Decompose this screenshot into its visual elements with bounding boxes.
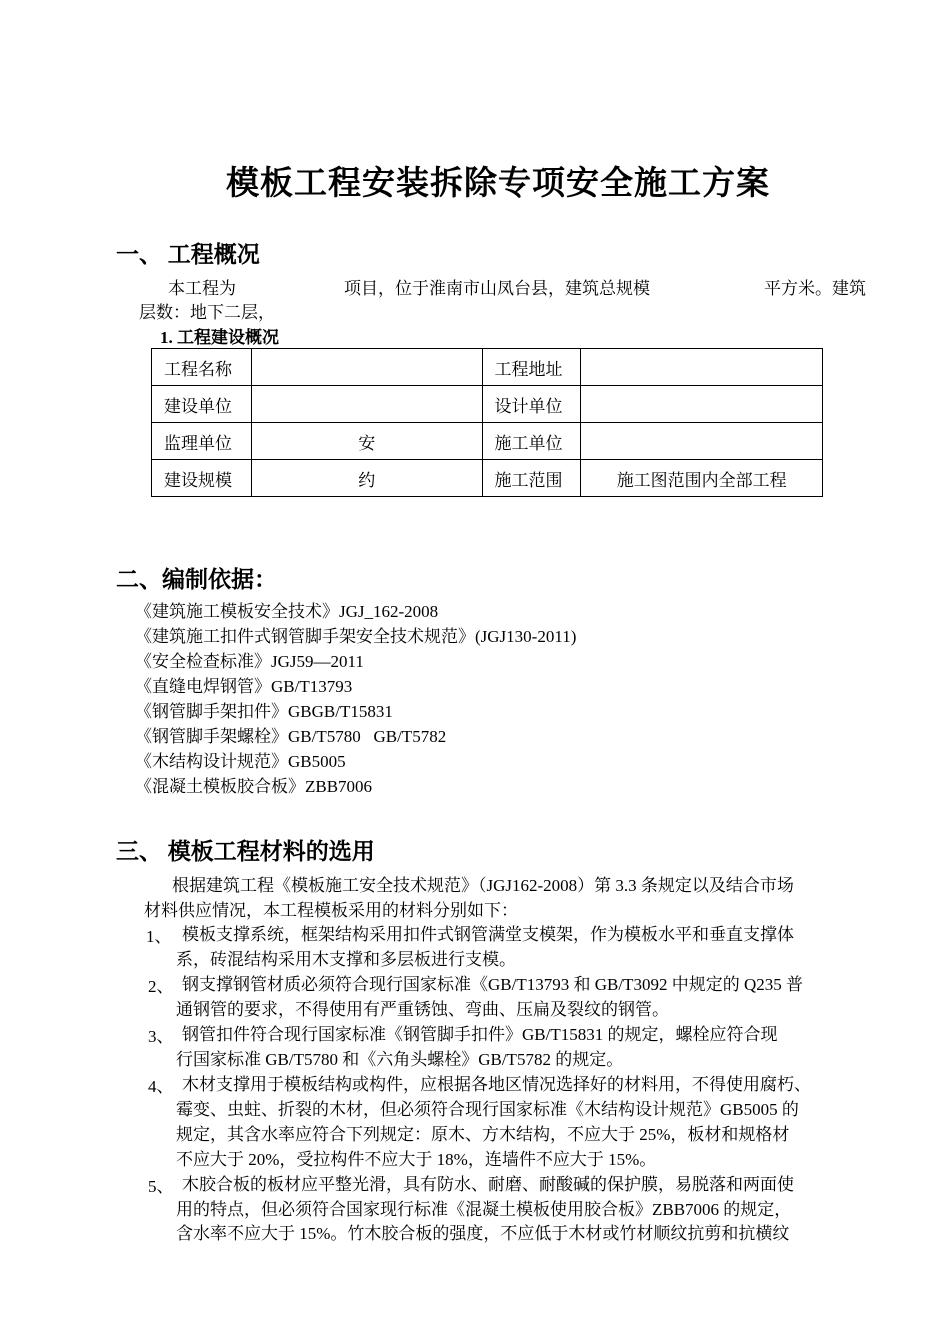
section1-heading: 一、 工程概况 [116,242,260,267]
table-row [152,386,823,423]
section1-para-b: 项目，位于淮南市山凤台县，建筑总规模 [344,279,650,298]
section1-para-line2: 层数：地下二层， [139,303,275,322]
table-cell: 工程地址 [482,349,581,386]
table-row [152,460,823,497]
section1-para-c: 平方米。建筑 [764,279,866,298]
reference-item: 《钢管脚手架扣件》GBGB/T15831 [135,702,393,721]
section3-intro-line1: 根据建筑工程《模板施工安全技术规范》（JGJ162-2008）第 3.3 条规定以及结合市场 [172,876,794,895]
table-row [152,349,823,386]
table-cell: 施工图范围内全部工程 [581,460,823,497]
table-cell [581,349,823,386]
list-item-line: 木材支撑用于模板结构或构件，应根据各地区情况选择好的材料用，不得使用腐朽、 [182,1075,811,1094]
section3-heading: 三、 模板工程材料的选用 [116,839,375,864]
table-cell: 约 [251,460,482,497]
table-cell: 工程名称 [152,349,252,386]
list-item-line: 木胶合板的板材应平整光滑，具有防水、耐磨、耐酸碱的保护膜，易脱落和两面使 [182,1175,794,1194]
list-item-number: 2、 [148,977,174,996]
table-cell [581,386,823,423]
list-item-line: 用的特点，但必须符合国家现行标准《混凝土模板使用胶合板》ZBB7006 的规定， [176,1200,792,1219]
table-cell: 监理单位 [152,423,252,460]
list-item-line: 模板支撑系统，框架结构采用扣件式钢管满堂支模架，作为模板水平和垂直支撑体 [182,925,794,944]
list-item-line: 规定，其含水率应符合下列规定：原木、方木结构，不应大于 25%，板材和规格材 [176,1125,790,1144]
table-row [152,423,823,460]
table-cell: 建设规模 [152,460,252,497]
list-item-line: 不应大于 20%，受拉构件不应大于 18%，连墙件不应大于 15%。 [176,1150,657,1169]
reference-item: 《建筑施工模板安全技术》JGJ_162-2008 [135,602,439,621]
table-cell: 建设单位 [152,386,252,423]
section2-heading: 二、编制依据： [116,567,277,592]
list-item-line: 钢管扣件符合现行国家标准《钢管脚手扣件》GB/T15831 的规定，螺栓应符合现 [182,1025,778,1044]
table-cell [251,349,482,386]
project-overview-table [151,348,823,497]
list-item-number: 1、 [146,927,172,946]
list-item-line: 通钢管的要求，不得使用有严重锈蚀、弯曲、压扁及裂纹的钢管。 [176,1000,669,1019]
list-item-line: 钢支撑钢管材质必须符合现行国家标准《GB/T13793 和 GB/T3092 中规定的 Q235 普 [182,975,803,994]
list-item-line: 霉变、虫蛀、折裂的木材，但必须符合现行国家标准《木结构设计规范》GB5005 的 [176,1100,799,1119]
section1-subheading: 1. 工程建设概况 [160,328,279,347]
list-item-line: 含水率不应大于 15%。竹木胶合板的强度，不应低于木材或竹材顺纹抗剪和抗横纹 [176,1224,790,1243]
table-cell: 安 [251,423,482,460]
reference-item: 《安全检查标准》JGJ59—2011 [135,652,364,671]
reference-item: 《建筑施工扣件式钢管脚手架安全技术规范》(JGJ130-2011) [135,627,577,646]
section3-intro-line2: 材料供应情况，本工程模板采用的材料分别如下： [144,901,518,920]
reference-item: 《直缝电焊钢管》GB/T13793 [135,677,353,696]
page-title: 模板工程安装拆除专项安全施工方案 [226,166,770,202]
reference-item: 《钢管脚手架螺栓》GB/T5780 GB/T5782 [135,727,447,746]
table-cell: 施工单位 [482,423,581,460]
list-item-number: 4、 [148,1077,174,1096]
table-cell [251,386,482,423]
table-cell [581,423,823,460]
list-item-number: 3、 [148,1027,174,1046]
table-cell: 施工范围 [482,460,581,497]
section1-para-a: 本工程为 [168,279,236,298]
reference-item: 《混凝土模板胶合板》ZBB7006 [135,777,373,796]
list-item-line: 系，砖混结构采用木支撑和多层板进行支模。 [176,950,516,969]
list-item-line: 行国家标准 GB/T5780 和《六角头螺栓》GB/T5782 的规定。 [176,1050,624,1069]
reference-item: 《木结构设计规范》GB5005 [135,752,346,771]
list-item-number: 5、 [148,1177,174,1196]
table-cell: 设计单位 [482,386,581,423]
